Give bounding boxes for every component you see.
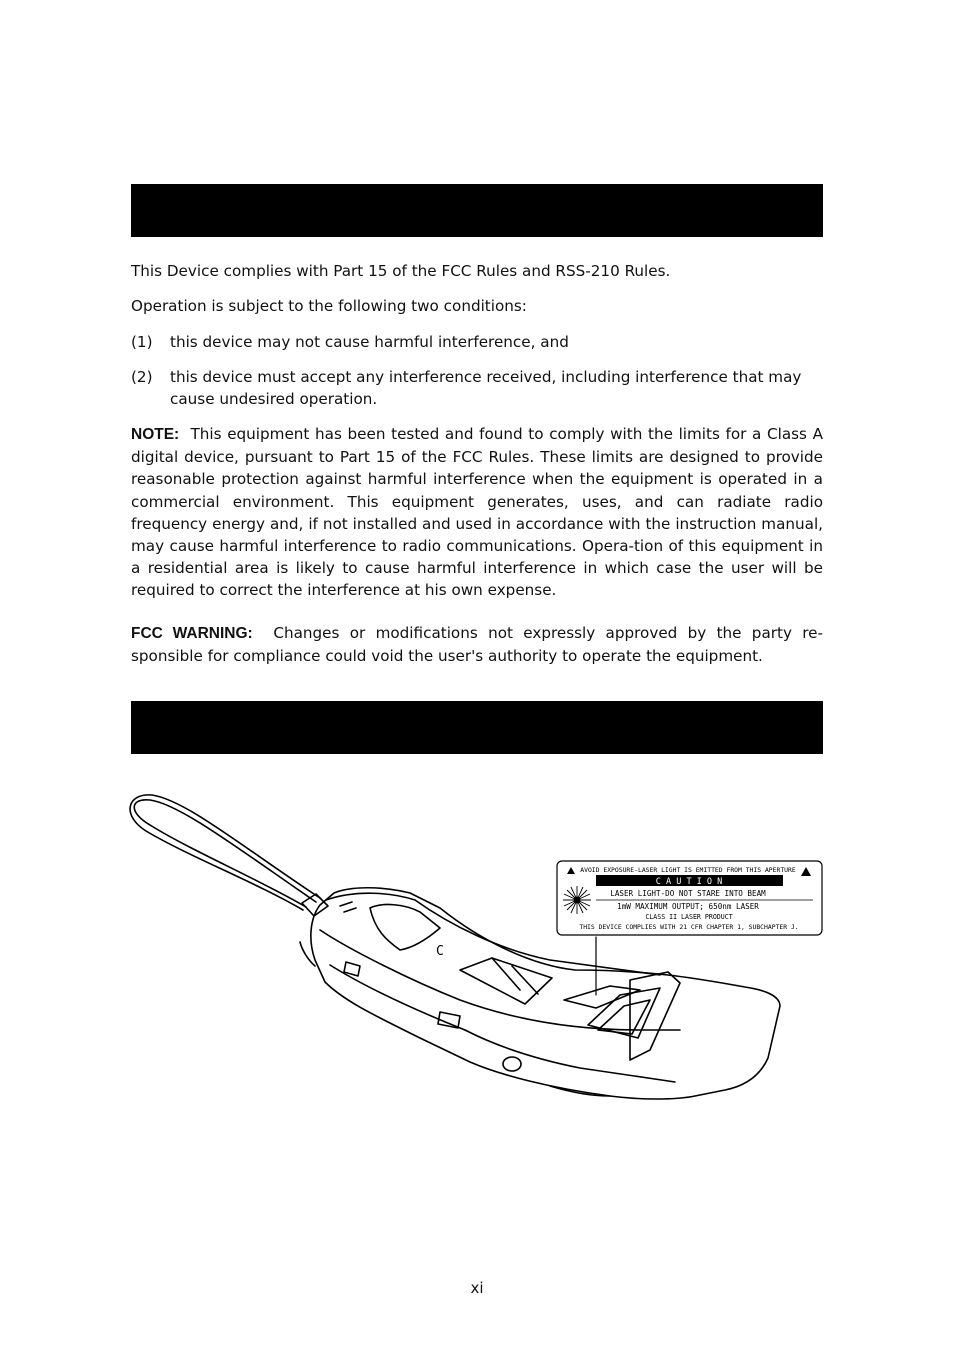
intro-paragraph-conditions: Operation is subject to the following two conditions: bbox=[131, 297, 527, 315]
keypad-recess bbox=[460, 958, 552, 1004]
fcc-warning-label: FCC WARNING: bbox=[131, 625, 253, 642]
condition-text: this device must accept any interference received, including interference that may cause undesired operation. bbox=[170, 368, 802, 409]
laser-starburst-icon bbox=[563, 886, 591, 914]
intro-paragraph-compliance: This Device complies with Part 15 of the FCC Rules and RSS-210 Rules. bbox=[131, 262, 671, 280]
note-paragraph bbox=[131, 423, 823, 602]
label-compliance: THIS DEVICE COMPLIES WITH 21 CFR CHAPTER 1, SUBCHAPTER J. bbox=[579, 923, 799, 931]
condition-number: (2) bbox=[131, 368, 153, 386]
label-output-spec: 1mW MAXIMUM OUTPUT; 650nm LASER bbox=[617, 902, 759, 911]
laser-caution-label bbox=[557, 861, 822, 935]
section-header-bar-laser bbox=[131, 701, 823, 754]
fcc-warning-text: Changes or modifications not expressly approved by the party re-sponsible for compliance could void the user's authority to operate the equipment. bbox=[131, 624, 823, 666]
condition-text: this device may not cause harmful interference, and bbox=[170, 333, 569, 351]
label-stare-warning: LASER LIGHT-DO NOT STARE INTO BEAM bbox=[610, 889, 766, 898]
condition-number: (1) bbox=[131, 333, 153, 351]
scanner-device-illustration bbox=[120, 790, 840, 1130]
label-caution: C A U T I O N bbox=[655, 877, 723, 887]
note-text: This equipment has been tested and found to comply with the limits for a Class A digital device, pursuant to Part 15 of the FCC Rules. These limits are designed to provide reasonable protection against harmful interference when the equipment is operated in a commercial environment. This equipment generates, uses, and can radiate radio frequency energy and, if not installed and used in accordance with the instruction manual, may cause harmful interference to radio communications. Opera-tion of this equipment in a residential area is likely to cause harmful interference in which case the user will be required to correct the interference at his own expense. bbox=[131, 425, 823, 600]
page-number: xi bbox=[470, 1279, 484, 1297]
wrist-strap bbox=[134, 800, 316, 907]
label-exposure-line: AVOID EXPOSURE-LASER LIGHT IS EMITTED FROM THIS APERTURE bbox=[580, 866, 796, 874]
device-mark: C bbox=[436, 944, 444, 959]
fcc-warning-paragraph bbox=[131, 622, 823, 667]
section-header-bar-fcc bbox=[131, 184, 823, 237]
note-label: NOTE: bbox=[131, 426, 180, 443]
scan-head bbox=[630, 972, 680, 1060]
label-class: CLASS II LASER PRODUCT bbox=[645, 913, 733, 921]
